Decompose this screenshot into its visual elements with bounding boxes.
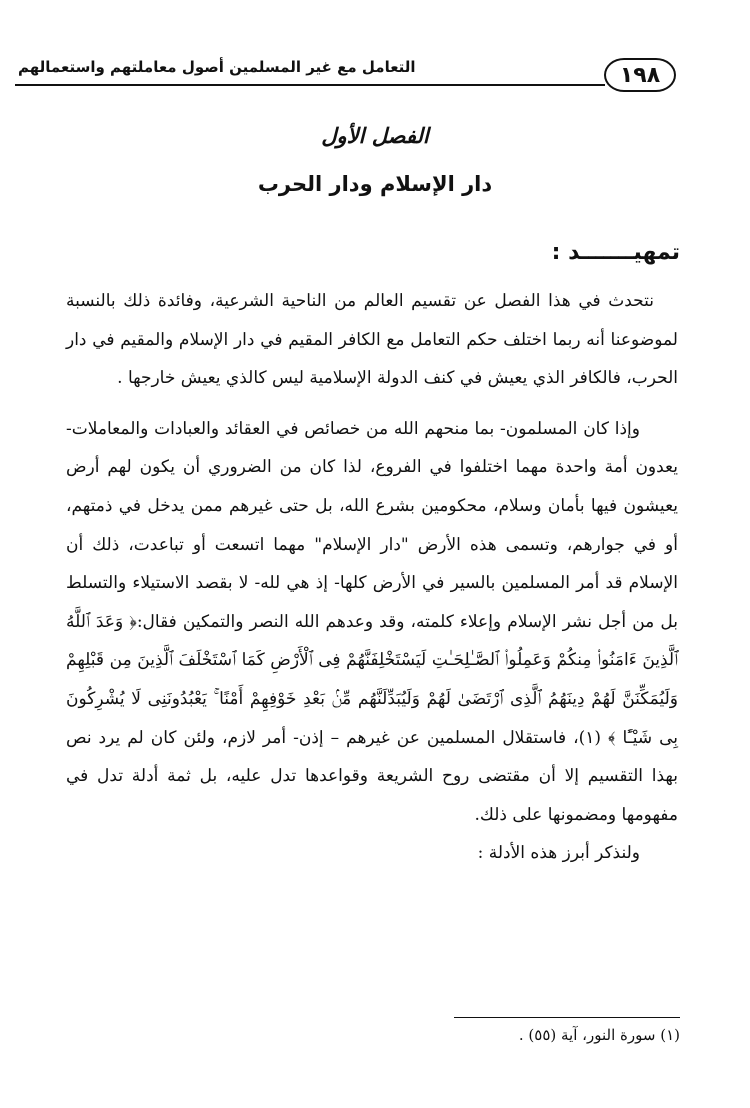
quran-quote: ﴿ وَعَدَ ٱللَّهُ ٱلَّذِينَ ءَامَنُوا۟ مِنكُمْ وَعَمِلُوا۟ ٱلصَّـٰلِحَـٰتِ لَيَسْتَخْلِفَنَّهُمْ فِى ٱلْأَرْضِ كَمَا ٱسْتَخْلَفَ ٱلَّذِينَ مِن قَبْلِهِمْ وَلَيُمَكِّنَنَّ لَهُمْ دِينَهُمُ ٱلَّذِى ٱرْتَضَىٰ لَهُمْ وَلَيُبَدِّلَنَّهُم مِّنۢ بَعْدِ خَوْفِهِمْ أَمْنًا ۚ يَعْبُدُونَنِى لَا يُشْرِكُونَ بِى شَيْـًٔا ﴾	[66, 611, 678, 748]
body-text	[66, 282, 678, 873]
paragraph-intro: نتحدث في هذا الفصل عن تقسيم العالم من الناحية الشرعية، وفائدة ذلك بالنسبة لموضوعنا أنه ربما اختلف حكم التعامل مع الكافر المقيم في دار الإسلام والمقيم في دار الحرب، فالكافر الذي يعيش في كنف الدولة الإسلامية ليس كالذي يعيش خارجها .	[66, 291, 678, 389]
chapter-subtitle: دار الإسلام ودار الحرب	[257, 172, 493, 196]
footnote-reference: (١)	[578, 727, 609, 748]
running-header: التعامل مع غير المسلمين أصول معاملتهم واستعمالهم	[18, 58, 416, 76]
header-rule	[15, 84, 605, 86]
footnote: (١) سورة النور، آية (٥٥) .	[518, 1026, 680, 1044]
paragraph-main	[66, 410, 678, 835]
paragraph-main-continuation: ، فاستقلال المسلمين عن غيرهم – إذن- أمر لازم، ولئن كان لم يرد نص بهذا التقسيم إلا أن مقتضى روح الشريعة وقواعدها تدل عليه، بل ثمة أدلة تدل في مفهومها ومضمونها على ذلك.	[66, 727, 678, 825]
paragraph-evidence-intro: ولنذكر أبرز هذه الأدلة :	[477, 843, 640, 864]
page-number-badge	[604, 58, 676, 92]
chapter-title: الفصل الأول	[321, 124, 429, 148]
paragraph-main-text: وإذا كان المسلمون- بما منحهم الله من خصائص في العقائد والعبادات والمعاملات- يعدون أمة واحدة مهما اختلفوا في الفروع، لذا كان من الضروري أن يكون لهم أرض يعيشون فيها بأمان وسلام، محكومين بشرع الله، بل حتى غيرهم ممن يدخل في ذمتهم، أو في جوارهم، وتسمى هذه الأرض "دار الإسلام" مهما اتسعت أو تباعدت، ذلك أن الإسلام قد أمر المسلمين بالسير في الأرض كلها- إذ هي لله- لا بقصد الاستيلاء والتسلط بل من أجل نشر الإسلام وإعلاء كلمته، وقد وعدهم الله النصر والتمكين فقال:	[66, 418, 678, 632]
page-number: ١٩٨	[619, 62, 661, 88]
section-heading: تمهيـــــــد :	[551, 240, 680, 265]
footnote-rule	[454, 1017, 680, 1018]
